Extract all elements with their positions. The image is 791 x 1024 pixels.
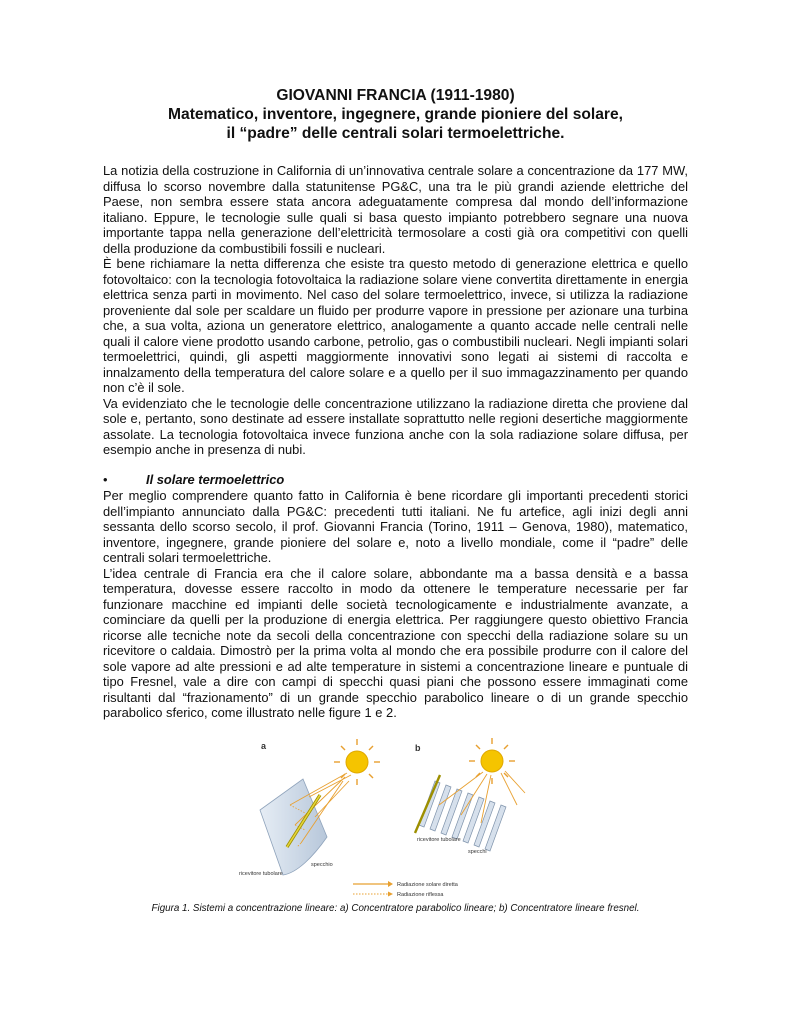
intro-section <box>103 163 688 458</box>
section-paragraph-2: L’idea centrale di Francia era che il calore solare, abbondante ma a bassa densità e a bassa temperatura, dovesse essere raccolto in modo da ottenere le temperature necessarie per far funzionare macchine ed impianti delle società tecnologicamente e industrialmente avanzate, a cominciare da quelli per la produzione di energia elettrica. Per raggiungere questo obiettivo Francia ricorse alle tecniche note da secoli della concentrazione con specchi della radiazione solare su un ricevitore o caldaia. Dimostrò per la prima volta al mondo che era possibile produrre con il calore del sole vapore ad alte pressioni e ad alte temperature in sistemi a concentrazione lineare e puntuale di tipo Fresnel, vale a dire con campi di specchi quasi piani che possono essere immaginati come risultanti dal “frazionamento” di un grande specchio parabolico lineare o di un grande specchio parabolico sferico, come illustrato nelle figure 1 e 2. <box>103 565 688 720</box>
title-line-1: GIOVANNI FRANCIA (1911-1980) <box>276 87 515 104</box>
figure-label-a: a <box>261 741 267 751</box>
bullet-icon: • <box>103 472 108 487</box>
receiver-label-a: ricevitore tubolare <box>239 871 283 877</box>
mirror-label-b: specchi <box>468 849 487 855</box>
figure-1 <box>225 735 655 905</box>
legend-direct <box>353 881 459 888</box>
section-paragraph-1: Per meglio comprendere quanto fatto in California è bene ricordare gli importanti precedenti storici dell’impianto annunciato dalla PG&C: precedenti tutti italiani. Ne fu artefice, agli inizi degli anni sessanta dello scorso secolo, il prof. Giovanni Francia (Torino, 1911 – Genova, 1980), matematico, inventore, ingegnere, grande pioniere del solare e, noto a livello mondiale, come il “padre” delle centrali solari termoelettriche. <box>103 488 688 565</box>
receiver-label-b: ricevitore tubolare <box>417 837 461 843</box>
legend-direct-label: Radiazione solare diretta <box>397 882 458 888</box>
figure-label-b: b <box>415 743 421 753</box>
title-line-2: Matematico, inventore, ingegnere, grande pioniere del solare, <box>168 106 623 123</box>
section-heading-text: Il solare termoelettrico <box>146 472 285 487</box>
figure-caption: Figura 1. Sistemi a concentrazione lineare: a) Concentratore parabolico lineare; b) Concentratore lineare fresnel. <box>151 903 640 914</box>
figure-1-diagram <box>225 735 655 905</box>
intro-paragraph-3: Va evidenziato che le tecnologie delle concentrazione utilizzano la radiazione diretta che proviene dal sole e, pertanto, sono destinate ad essere installate soprattutto nelle regioni desertiche maggiormente assolate. La tecnologia fotovoltaica invece funziona anche con la sola radiazione solare diffusa, per esempio anche in presenza di nubi. <box>103 395 688 457</box>
title-line-3: il “padre” delle centrali solari termoelettriche. <box>226 125 565 142</box>
sun-icon-a <box>334 739 380 785</box>
section-heading <box>103 472 284 488</box>
legend-reflected <box>353 892 444 899</box>
section-body <box>103 488 688 721</box>
parabolic-mirror <box>260 779 327 875</box>
mirror-label-a: specchio <box>311 862 333 868</box>
legend-reflected-label: Radiazione riflessa <box>397 892 444 898</box>
intro-paragraph-2: È bene richiamare la netta differenza che esiste tra questo metodo di generazione elettrica e quello fotovoltaico: con la tecnologia fotovoltaica la radiazione solare viene convertita direttamente in energia elettrica senza parti in movimento. Nel caso del solare termoelettrico, invece, si utilizza la radiazione proveniente dal sole per scaldare un fluido per produrre vapore in pressione per azionare una turbina che, a sua volta, aziona un generatore elettrico, analogamente a quanto accade nelle centrali nelle quali il calore viene prodotto usando carbone, petrolio, gas o combustibili nucleari. Negli impianti solari termoelettrici, quindi, gli aspetti maggiormente innovativi sono legati ai sistemi di raccolta e innalzamento della temperatura del calore solare e a quello per il suo immagazzinamento per quando non c’è il sole. <box>103 256 688 395</box>
intro-paragraph-1: La notizia della costruzione in California di un’innovativa centrale solare a concentrazione da 177 MW, diffusa lo scorso novembre dalla statunitense PG&C, una tra le più grandi aziende elettriche del Paese, non sembra essere stata ancora adeguatamente compresa dal mondo dell’informazione italiano. Eppure, le tecnologie sulle quali si basa questo impianto potrebbero segnare una nuova importante tappa nella generazione dell’elettricità termosolare a costi già ora competitivi con quelli della produzione da combustibili fossili e nucleari. <box>103 163 688 256</box>
document-title <box>0 86 791 143</box>
